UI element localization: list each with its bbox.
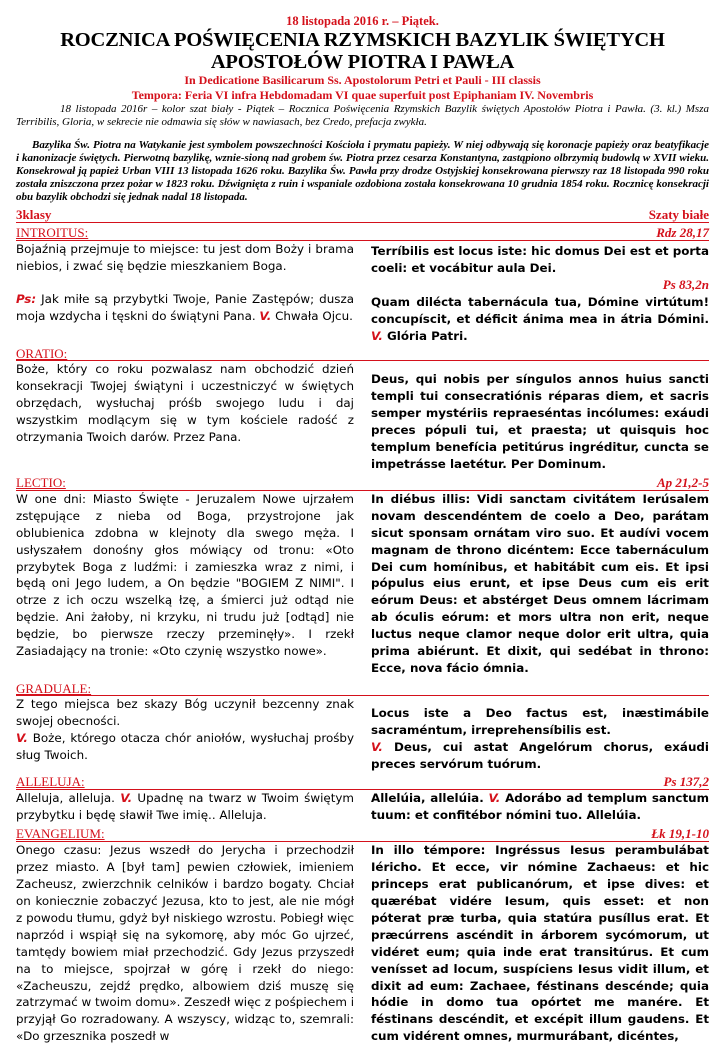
alleluja-la-text: Allelúia, allelúia. xyxy=(371,791,489,806)
page-title-line1: ROCZNICA POŚWIĘCENIA RZYMSKICH BAZYLIK ŚWIĘTYCH xyxy=(60,29,665,51)
vestment-color: Szaty białe xyxy=(648,207,709,222)
evangelium-header xyxy=(16,826,709,842)
lectio-label: LECTIO: xyxy=(16,474,66,490)
introitus-la-column xyxy=(371,241,709,344)
latin-feast-title: In Dedicatione Basilicarum Ss. Apostolorum Petri et Pauli - III classis xyxy=(184,73,541,87)
introitus-psalm-ref: Ps 83,2n xyxy=(662,276,709,292)
alleluja-ref: Ps 137,2 xyxy=(663,774,709,790)
graduale-header xyxy=(16,681,709,696)
graduale-la: Locus iste a Deo factus est, inæstimábile sacraméntum, irreprehensíbilis est. xyxy=(371,705,709,737)
graduale-la-verse-text: Deus, cui astat Angelórum chorus, exáudi preces servórum tuórum. xyxy=(371,739,709,771)
evangelium-pl: Onego czasu: Jezus wszedł do Jerycha i przechodził przez miasto. A [był tam] pewien człowiek, imieniem Zacheusz, zwierzchnik celników i bardzo bogaty. Chciał on koniecznie zobaczyć Jezusa, kto to jest, ale nie mógł z powodu tłumu, gdyż był niskiego wzrostu. Pobiegł więc naprzód i wspiął się na sykomorę, aby móc Go ujrzeć, tamtędy bowiem miał przechodzić. Gdy Jezus przyszedł na to miejsce, spojrzał w górę i rzekł do niego: «Zacheuszu, zejdź prędko, albowiem dziś muszę się zatrzymać w twoim domu». Zeszedł więc z pośpiechem i przyjął Go rozradowany. A wszyscy, widząc to, szemrali: «Do grzesznika poszedł w xyxy=(16,843,354,1044)
oratio-la: Deus, qui nobis per síngulos annos huius sancti templi tui consecratiónis réparas diem, et sacris semper mystériis repraeséntas incólumes: exáudi preces pópuli tui, et praesta; ut quisquis hoc templum benefícia petitúrus ingréditur, cuncta se impetrásse laetétur. Per Dominum. xyxy=(371,372,709,471)
evangelium-ref: Łk 19,1-10 xyxy=(651,826,709,842)
graduale-la-column xyxy=(371,696,709,773)
versicle-mark: V. xyxy=(16,730,28,745)
alleluja-pl xyxy=(16,790,354,824)
missal-page xyxy=(16,0,709,1045)
oratio-header xyxy=(16,346,709,361)
lectio-header xyxy=(16,475,709,491)
introitus-row xyxy=(16,241,709,344)
alleluja-label: ALLELUJA: xyxy=(16,774,85,790)
psalm-la-end: Glória Patri. xyxy=(382,328,468,343)
psalm-label: Ps: xyxy=(16,291,37,306)
oratio-label: ORATIO: xyxy=(16,346,68,362)
alleluja-row xyxy=(16,790,709,824)
versicle-mark: V. xyxy=(371,739,383,754)
introitus-label: INTROITUS: xyxy=(16,225,89,240)
versicle-mark: V. xyxy=(259,308,272,323)
lectio-pl: W one dni: Miasto Święte - Jeruzalem Nowe ujrzałem zstępujące z nieba od Boga, przystrojone jak oblubienica zdobna w klejnoty dla swego męża. I usłyszałem donośny głos mówiący od tronu: «Oto przybytek Boga z ludźmi: i zamieszka wraz z nimi, i będą oni Jego ludem, a On będzie "BOGIEM Z NIMI". I otrze z ich oczu wszelką łzę, a śmierci już odtąd nie będzie. Ani żałoby, ni krzyku, ni trudu już [odtąd] nie będzie, bo pierwsze rzeczy przeminęły». I rzekł Zasiadający na tronie: «Oto czynię wszystko nowe». xyxy=(16,491,354,659)
tempora-line: Tempora: Feria VI infra Hebdomadam VI quae superfuit post Epiphaniam IV. Novembris xyxy=(131,87,594,102)
graduale-pl-verse-text: Boże, którego otacza chór aniołów, wysłuchaj prośby sług Twoich. xyxy=(16,730,354,762)
alleluja-header xyxy=(16,774,709,790)
introitus-header xyxy=(16,225,709,241)
graduale-pl-column xyxy=(16,696,354,773)
lectio-ref: Ap 21,2-5 xyxy=(657,474,709,490)
lectio-row xyxy=(16,491,709,677)
introitus-la: Terríbilis est locus iste: hic domus Dei est et porta coeli: et vocábitur aula Dei. xyxy=(371,244,709,275)
versicle-mark: V. xyxy=(488,791,501,806)
lectio-la: In diébus illis: Vidi sanctam civitátem Ierúsalem novam descendéntem de coelo a Deo, parátam sicut sponsam ornátam viro suo. Et audívi vocem magnam de throno dicéntem: Ecce tabernáculum Dei cum homínibus, et habitábit cum eis. Et ipsi pópulus eius erunt, et ipse Deus cum eis erit eórum Deus: et abstérget Deus omnem lácrimam ab óculis eórum: et mors ultra non erit, neque luctus neque clamor neque dolor erit ultra, quia prima abiérunt. Et dixit, qui sedébat in throno: Ecce, nova fácio ómnia. xyxy=(371,491,709,675)
introitus-pl: Bojaźnią przejmuje to miejsce: tu jest dom Boży i brama niebios, i zwać się będzie mieszkaniem Boga. xyxy=(16,242,354,273)
introitus-psalm-la xyxy=(371,294,709,345)
alleluja-pl-verse: Upadnę na twarz w Twoim świętym przybytku i będę sławił Twe imię.. Alleluja. xyxy=(16,791,355,823)
page-title-line2: APOSTOŁÓW PIOTRA I PAWŁA xyxy=(210,51,515,73)
versicle-mark: V. xyxy=(371,328,383,343)
graduale-la-verse xyxy=(371,739,709,773)
psalm-pl-text: Jak miłe są przybytki Twoje, Panie Zastępów; dusza moja wzdycha i tęskni do świątyni Pana. xyxy=(16,291,354,323)
alleluja-pl-text: Alleluja, alleluja. xyxy=(16,791,121,806)
rubric-note: 18 listopada 2016r – kolor szat biały - Piątek – Rocznica Poświęcenia Rzymskich Bazylik świętych Apostołów Piotra i Pawła. (3. kl.) Msza Terribilis, Gloria, w sekrecie nie odmawia się słów w nawiasach, bez Credo, prefacja zwykła. xyxy=(16,103,709,128)
graduale-pl-verse xyxy=(16,730,354,764)
introitus-pl-column xyxy=(16,241,354,344)
class-label: 3klasy xyxy=(16,207,52,222)
introitus-psalm-pl xyxy=(16,291,354,325)
oratio-row xyxy=(16,361,709,472)
psalm-pl-end: Chwała Ojcu. xyxy=(271,308,353,323)
versicle-mark: V. xyxy=(120,791,133,806)
graduale-label: GRADUALE: xyxy=(16,680,92,696)
evangelium-la: In illo témpore: Ingréssus Iesus perambulábat Iéricho. Et ecce, vir nómine Zachaeus: et hic princeps erat publicanórum, et ipse dives: et quærébat vidére Iesum, quis esset: et non póterat præ turba, quia statúra pusíllus erat. Et præcúrrens ascéndit in árborem sycómorum, ut vidéret eum; quia inde erat transitúrus. Et cum venísset ad locum, suspíciens Iesus vidit illum, et dixit ad eum: Zachaee, féstinans descénde; quia hódie in domo tua opórtet me manére. Et féstinans descéndit, et excépit illum gaudens. Et cum vidérent omnes, murmurábant, dicéntes, xyxy=(371,843,709,1044)
history-note: Bazylika Św. Piotra na Watykanie jest symbolem powszechności Kościoła i prymatu papieży. W niej odbywają się koronacje papieży oraz beatyfikacje i kanonizacje świętych. Pierwotną bazylikę, wznie-sioną nad grobem św. Piotra przez cesarza Konstantyna, zastąpiono olbrzymią budowlą w XVII wieku. Konsekrował ją papież Urban VIII 13 listopada 1626 roku. Bazylika Św. Pawła przy drodze Ostyjskiej konsekrowana pierwszy raz 18 listopada 990 roku została zniszczona przez pożar w 1823 roku. Dźwignięta z ruin i wspaniale ozdobiona została konsekrowana 10 grudnia 1854 roku. Rocznicę konsekracji obu bazylik obchodzi się jednak nadal 18 listopada. xyxy=(16,139,709,203)
graduale-row xyxy=(16,696,709,773)
graduale-pl: Z tego miejsca bez skazy Bóg uczynił bezcenny znak swojej obecności. xyxy=(16,696,354,728)
page-date: 18 listopada 2016 r. – Piątek. xyxy=(286,14,439,28)
class-bar xyxy=(16,207,709,223)
psalm-la-text: Quam dilécta tabernácula tua, Dómine virtútum! concupíscit, et déficit ánima mea in átria Dómini. xyxy=(371,294,709,326)
evangelium-row xyxy=(16,842,709,1045)
evangelium-label: EVANGELIUM: xyxy=(16,826,105,842)
introitus-ref: Rdz 28,17 xyxy=(656,225,709,240)
oratio-pl: Boże, który co roku pozwalasz nam obchodzić dzień konsekracji Twojej świątyni i uczestniczyć w świętych obrzędach, wysłuchaj próśb swojego ludu i daj wszystkim modlącym się w tym kościele radość z otrzymania Twoich darów. Przez Pana. xyxy=(16,362,354,445)
alleluja-la-verse: Adorábo ad templum sanctum tuum: et confitébor nómini tuo. Allelúia. xyxy=(371,791,709,823)
alleluja-la xyxy=(371,790,709,824)
